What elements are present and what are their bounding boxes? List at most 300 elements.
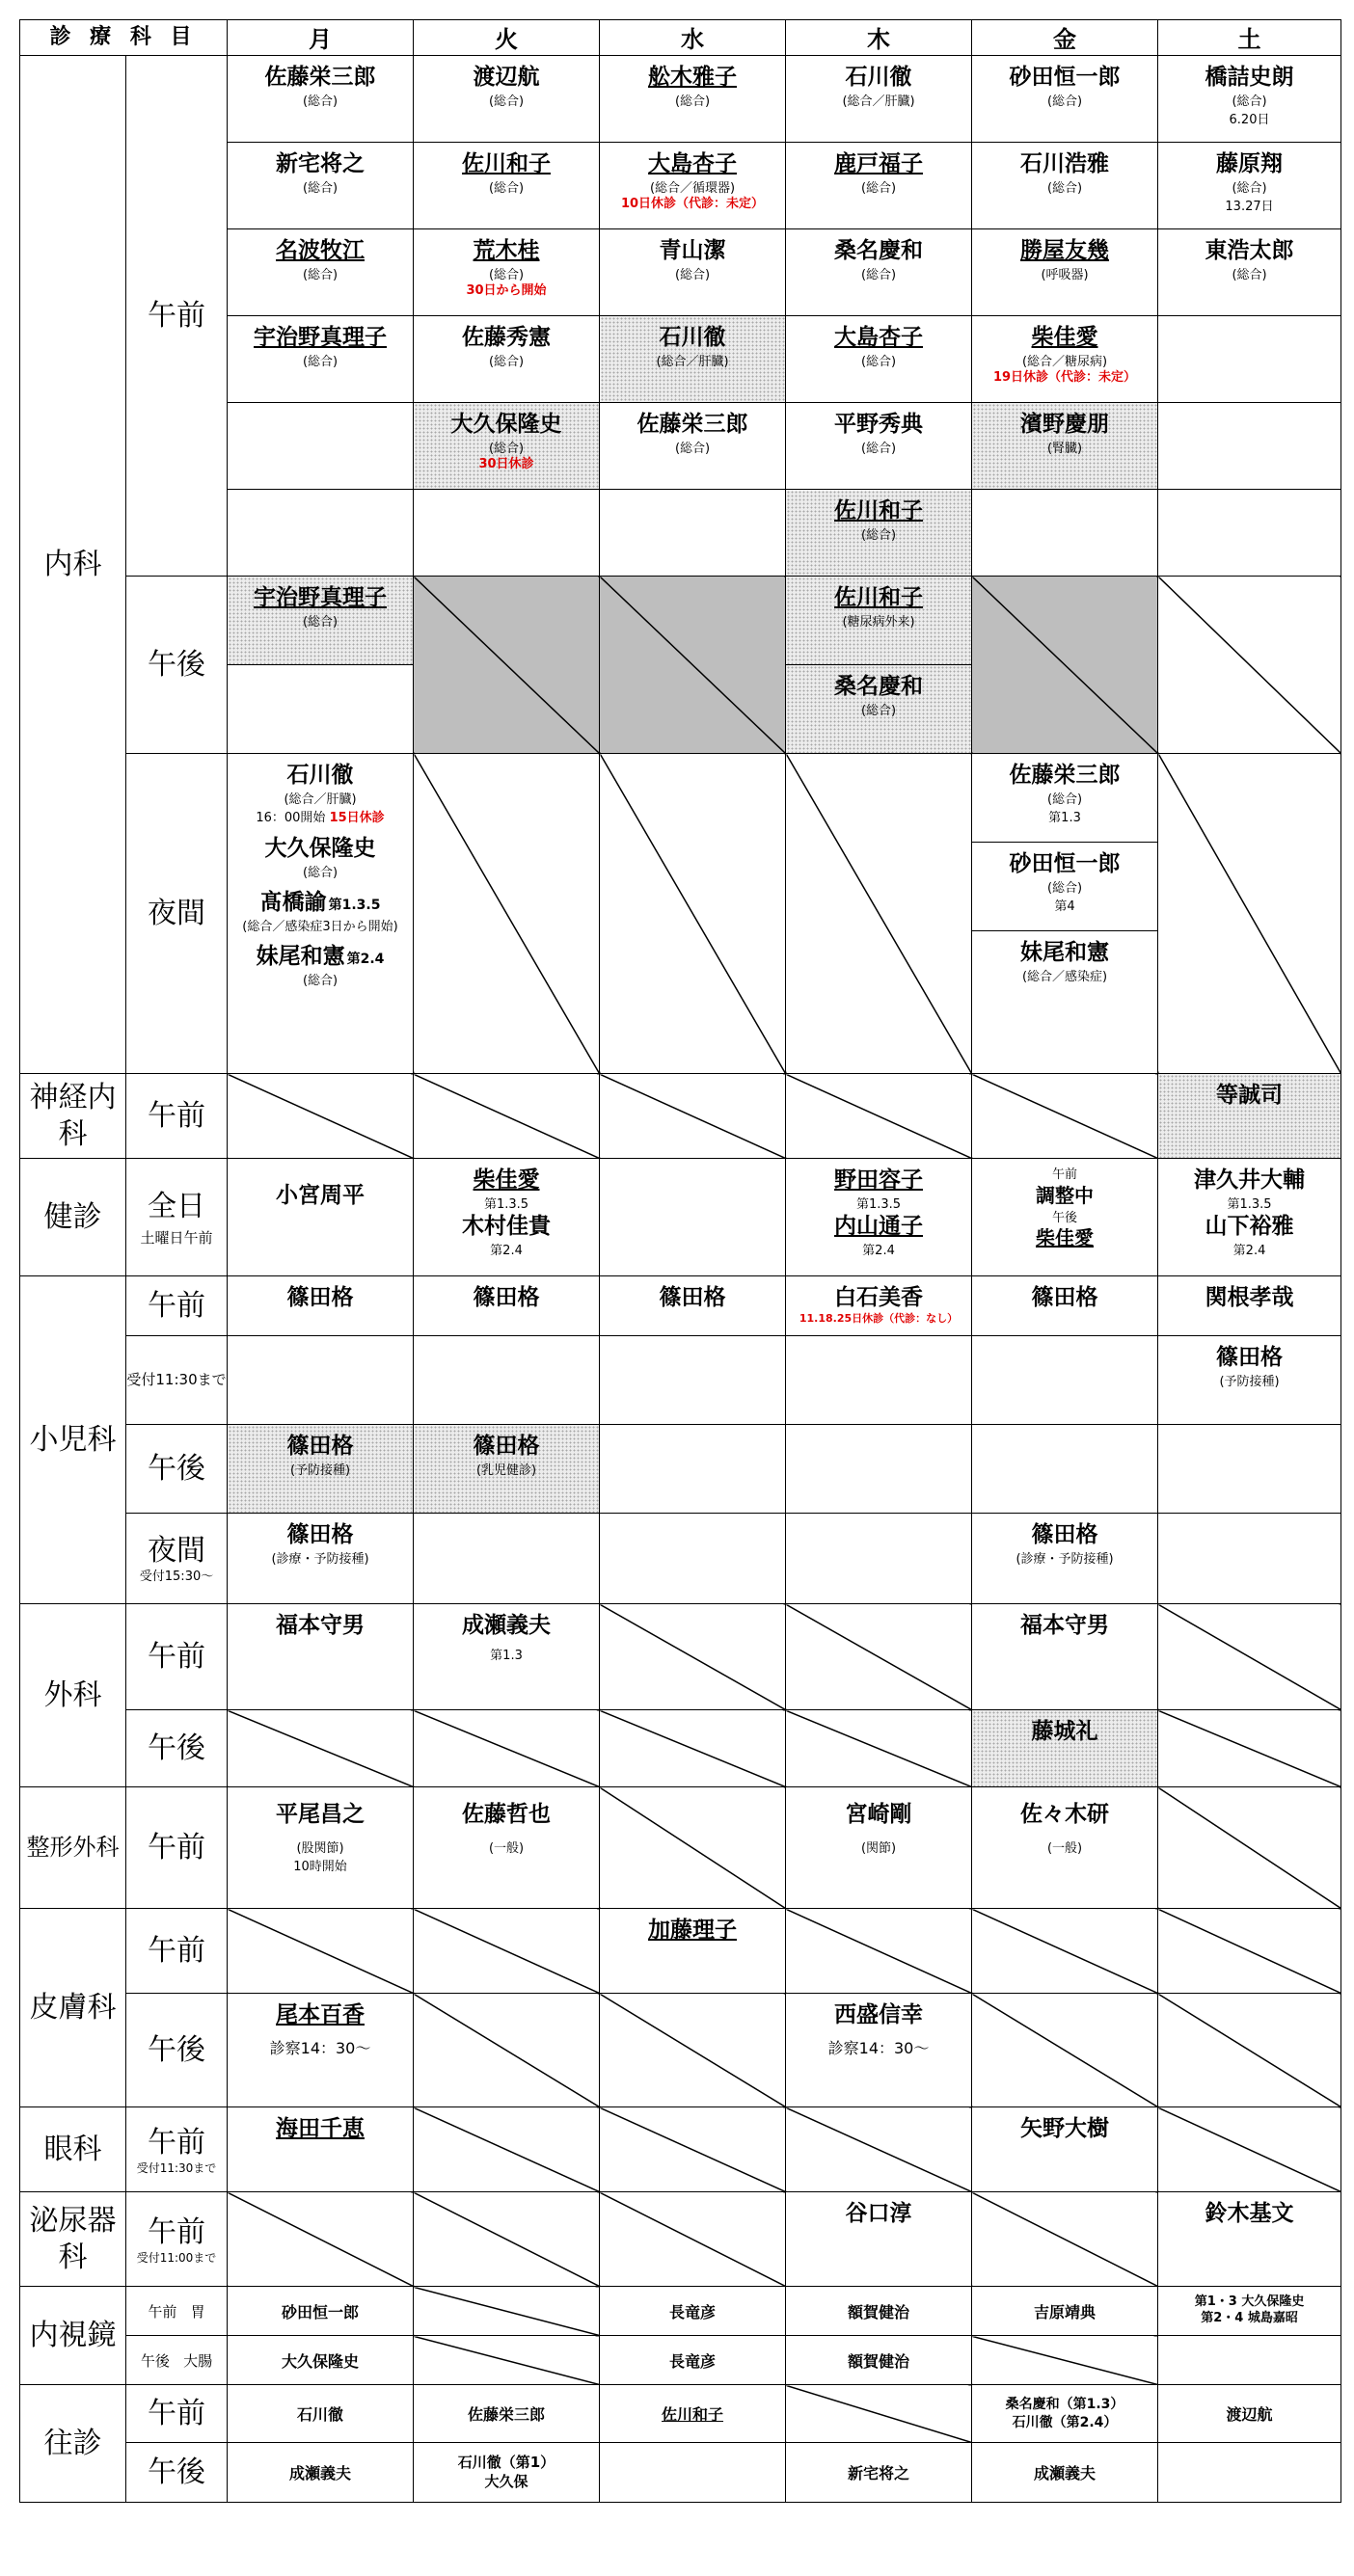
doctor-name: 山下裕雅	[1205, 1214, 1294, 1240]
empty-cell	[1158, 2336, 1341, 2385]
hifu-am-row	[20, 1909, 1341, 1994]
slot-neuro-am: 午前	[126, 1074, 228, 1159]
no-service-cell	[414, 2287, 600, 2336]
naika-cell	[414, 316, 600, 403]
week-tag: 第2.4	[346, 952, 385, 968]
naika-cell	[786, 143, 972, 229]
specialty: (総合)	[1046, 792, 1083, 807]
doctor-name: 妹尾和憲	[256, 944, 345, 970]
naika-cell	[786, 577, 972, 665]
naika-cell	[600, 403, 786, 490]
doctor-name: 加藤理子	[648, 1918, 738, 1943]
specialty: (総合／循環器)	[649, 180, 736, 196]
slot-geka-pm: 午後	[126, 1710, 228, 1787]
day-header-mon: 月	[228, 20, 414, 56]
slot-label: 午後	[140, 2351, 170, 2370]
slot-naika-pm: 午後	[126, 577, 228, 754]
day-header-tue: 火	[414, 20, 600, 56]
kenshin-cell	[1158, 1159, 1341, 1276]
geka-cell	[972, 1710, 1158, 1787]
dept-hifu: 皮膚科	[20, 1909, 126, 2107]
empty-cell	[786, 1425, 972, 1514]
doctor-name: 桑名慶和（第1.3）	[1005, 2397, 1124, 2413]
naishikyo-cell	[228, 2287, 414, 2336]
no-service-cell	[786, 1604, 972, 1710]
doctor-name: 宇治野真理子	[254, 585, 388, 610]
ganka-row	[20, 2107, 1341, 2192]
naishikyo-cell	[600, 2287, 786, 2336]
no-service-cell	[972, 1074, 1158, 1159]
slot-shoni-am: 午前	[126, 1276, 228, 1336]
specialty: (総合)	[860, 441, 897, 456]
dept-naishikyo: 内視鏡	[20, 2287, 126, 2385]
doctor-name: 渡辺航	[473, 65, 540, 90]
naika-cell	[786, 316, 972, 403]
oushin-cell	[414, 2385, 600, 2443]
day-header-fri: 金	[972, 20, 1158, 56]
doctor-name: 石川徹	[297, 2405, 344, 2424]
specialty: (診療・予防接種)	[1016, 1551, 1114, 1567]
naishikyo-pm-row	[20, 2336, 1341, 2385]
slot-sublabel: 大腸	[183, 2351, 213, 2370]
doctor-name: 柴佳愛	[1036, 1226, 1095, 1250]
doctor-name: 海田千恵	[276, 2116, 366, 2141]
dept-naika: 内科	[20, 56, 126, 1074]
no-service-cell	[786, 1074, 972, 1159]
specialty: (股関節)	[296, 1840, 344, 1856]
doctor-name: 柴佳愛	[473, 1167, 540, 1193]
kenshin-cell	[414, 1159, 600, 1276]
naika-cell	[786, 490, 972, 577]
specialty: (総合)	[488, 267, 525, 282]
naika-cell	[414, 229, 600, 316]
closure-note: 11.18.25日休診（代診：なし）	[799, 1311, 959, 1325]
empty-cell	[972, 490, 1158, 577]
no-service-cell	[600, 2107, 786, 2192]
week-note: 第1.3	[490, 1648, 523, 1663]
shoni-cell	[972, 1514, 1158, 1604]
naishikyo-cell	[1158, 2287, 1341, 2336]
empty-cell	[228, 1336, 414, 1425]
shoni-pm-row	[20, 1425, 1341, 1514]
naika-cell	[600, 143, 786, 229]
no-service-cell	[414, 2336, 600, 2385]
doctor-name: 舩木雅子	[648, 65, 738, 90]
doctor-name: 砂田恒一郎	[1009, 65, 1121, 90]
oushin-am-row	[20, 2385, 1341, 2443]
kenshin-cell	[786, 1159, 972, 1276]
doctor-name: 濱野慶朋	[1020, 412, 1110, 437]
doctor-name: 石川徹	[845, 65, 912, 90]
doctor-name: 矢野大樹	[1020, 2116, 1110, 2141]
dept-shoni: 小児科	[20, 1276, 126, 1604]
doctor-name: 調整中	[1036, 1183, 1095, 1207]
doctor-name: 額賀健治	[848, 2302, 910, 2321]
doctor-name: 佐藤栄三郎	[468, 2405, 546, 2424]
time-label: 午前	[1052, 1167, 1078, 1182]
doctor-name: 新宅将之	[276, 151, 366, 176]
doctor-row	[228, 943, 413, 971]
doctor-name: 関根孝哉	[1205, 1285, 1294, 1310]
empty-cell	[600, 1514, 786, 1604]
doctor-name: 福本守男	[276, 1613, 366, 1638]
closure-note: 10日休診（代診：未定）	[620, 197, 765, 212]
specialty: (総合／肝臓)	[284, 792, 357, 807]
doctor-name: 石川徹（第1）	[457, 2454, 555, 2471]
specialty: (総合／糖尿病)	[1021, 354, 1108, 369]
header-row	[20, 20, 1341, 56]
week-note: 第2.4	[862, 1244, 895, 1259]
doctor-name: 砂田恒一郎	[1009, 851, 1121, 876]
slot-hifu-pm: 午後	[126, 1994, 228, 2107]
doctor-name: 篠田格	[473, 1434, 540, 1459]
shoni-am-row-2	[20, 1336, 1341, 1425]
oushin-cell	[228, 2385, 414, 2443]
week-note: 第1.3.5	[855, 1196, 902, 1212]
oushin-cell	[414, 2443, 600, 2503]
naika-cell	[228, 229, 414, 316]
doctor-name: 鈴木基文	[1205, 2201, 1294, 2226]
specialty: (総合)	[860, 703, 897, 718]
doctor-name: 額賀健治	[848, 2351, 910, 2371]
doctor-name: 西盛信幸	[834, 2002, 924, 2027]
naika-cell	[972, 229, 1158, 316]
slot-naika-am: 午前	[126, 56, 228, 577]
specialty: (総合)	[302, 180, 338, 196]
doctor-name: 篠田格	[286, 1285, 354, 1310]
doctor-name: 宇治野真理子	[254, 325, 388, 350]
slot-oushin-pm: 午後	[126, 2443, 228, 2503]
dept-neuro: 神経内科	[20, 1074, 126, 1159]
no-service-cell	[1158, 577, 1341, 754]
slot-sublabel: 受付11:00まで	[136, 2250, 217, 2265]
geka-cell	[414, 1604, 600, 1710]
doctor-name: 篠田格	[1216, 1345, 1284, 1370]
dept-kenshin: 健診	[20, 1159, 126, 1276]
no-service-cell	[600, 1604, 786, 1710]
specialty: (一般)	[488, 1840, 525, 1856]
naika-cell	[600, 56, 786, 143]
no-service-cell	[600, 1994, 786, 2107]
oushin-cell	[786, 2443, 972, 2503]
slot-shoni-note: 受付11:30まで	[126, 1336, 228, 1425]
doctor-name: 佐川和子	[834, 498, 924, 523]
doctor-name: 佐川和子	[662, 2405, 724, 2424]
specialty: (診療・予防接種)	[271, 1551, 369, 1567]
naishikyo-cell	[600, 2336, 786, 2385]
neuro-row	[20, 1074, 1341, 1159]
specialty: (総合／感染症)	[1021, 969, 1108, 984]
doctor-name: 石川徹	[286, 763, 354, 788]
slot-hinyo-am	[126, 2192, 228, 2287]
empty-cell	[972, 1336, 1158, 1425]
geka-am-row	[20, 1604, 1341, 1710]
doctor-name: 東浩太郎	[1205, 238, 1294, 263]
naishikyo-cell	[786, 2287, 972, 2336]
naika-cell	[600, 229, 786, 316]
naika-cell	[972, 56, 1158, 143]
specialty: (乳児健診)	[475, 1462, 537, 1478]
no-service-cell	[786, 1909, 972, 1994]
no-service-cell	[972, 1994, 1158, 2107]
doctor-name: 柴佳愛	[1031, 325, 1098, 350]
day-header-wed: 水	[600, 20, 786, 56]
shoni-cell	[972, 1276, 1158, 1336]
dept-hinyo: 泌尿器科	[20, 2192, 126, 2287]
no-service-cell	[786, 1710, 972, 1787]
specialty: (総合)	[1232, 94, 1267, 109]
hifu-cell	[228, 1994, 414, 2107]
empty-cell	[414, 490, 600, 577]
doctor-name: 大久保隆史	[264, 835, 376, 861]
empty-cell	[228, 490, 414, 577]
slot-ganka-am	[126, 2107, 228, 2192]
no-service-cell	[414, 577, 600, 754]
doctor-name: 名波牧江	[276, 238, 366, 263]
oushin-cell	[600, 2385, 786, 2443]
naika-cell	[228, 143, 414, 229]
slot-seikei-am: 午前	[126, 1787, 228, 1909]
hifu-cell	[786, 1994, 972, 2107]
doctor-name: 桑名慶和	[834, 238, 924, 263]
doctor-name: 大久保隆史	[282, 2351, 360, 2371]
doctor-name: 平野秀典	[834, 412, 924, 437]
no-service-cell	[786, 754, 972, 1074]
doctor-name: 藤城礼	[1031, 1719, 1098, 1744]
doctor-name: 第2・4 城島嘉昭	[1201, 2311, 1298, 2325]
slot-label: 午前	[148, 2302, 177, 2321]
empty-cell	[600, 490, 786, 577]
schedule-table	[19, 19, 1341, 2503]
specialty: (総合)	[860, 180, 897, 196]
dept-seikei: 整形外科	[20, 1787, 126, 1909]
dept-header: 診 療 科 目	[20, 20, 228, 56]
hinyo-row	[20, 2192, 1341, 2287]
naika-night-row-1	[20, 754, 1341, 843]
no-service-cell	[1158, 1994, 1341, 2107]
specialty: (糖尿病外来)	[842, 614, 915, 630]
no-service-cell	[972, 1909, 1158, 1994]
shoni-cell	[228, 1514, 414, 1604]
seikei-cell	[972, 1787, 1158, 1909]
empty-cell	[600, 1159, 786, 1276]
no-service-cell	[972, 577, 1158, 754]
doctor-name: 平尾昌之	[276, 1802, 366, 1827]
no-service-cell	[1158, 1604, 1341, 1710]
doctor-name: 妹尾和憲	[1020, 940, 1110, 965]
shoni-cell	[414, 1276, 600, 1336]
naika-cell	[228, 56, 414, 143]
no-service-cell	[600, 577, 786, 754]
specialty: (総合)	[488, 94, 525, 109]
naika-am-row-1	[20, 56, 1341, 143]
doctor-name: 佐藤哲也	[462, 1802, 552, 1827]
doctor-name: 佐藤栄三郎	[636, 412, 748, 437]
no-service-cell	[786, 2385, 972, 2443]
empty-cell	[414, 1514, 600, 1604]
doctor-name: 新宅将之	[848, 2464, 910, 2482]
specialty: (総合)	[302, 974, 338, 989]
doctor-name: 尾本百香	[276, 2002, 366, 2027]
week-note: 第2.4	[1232, 1244, 1266, 1259]
slot-sublabel: 受付15:30～	[139, 1570, 214, 1585]
slot-naishikyo-am	[126, 2287, 228, 2336]
no-service-cell	[414, 1909, 600, 1994]
no-service-cell	[414, 2192, 600, 2287]
empty-cell	[228, 665, 414, 754]
seikei-row	[20, 1787, 1341, 1909]
kenshin-cell	[972, 1159, 1158, 1276]
no-service-cell	[600, 1787, 786, 1909]
slot-sublabel: 土曜日午前	[140, 1229, 213, 1247]
dept-geka: 外科	[20, 1604, 126, 1787]
naika-cell	[786, 56, 972, 143]
shoni-cell	[1158, 1336, 1341, 1425]
closure-note: 30日から開始	[466, 283, 547, 299]
doctor-name: 鹿戸福子	[834, 151, 924, 176]
doctor-name: 野田容子	[834, 1167, 924, 1193]
naika-pm-row-1	[20, 577, 1341, 665]
specialty: (総合)	[488, 441, 525, 456]
slot-label: 夜間	[148, 1534, 205, 1569]
empty-cell	[1158, 490, 1341, 577]
no-service-cell	[972, 2336, 1158, 2385]
empty-cell	[786, 1514, 972, 1604]
no-service-cell	[600, 754, 786, 1074]
doctor-name: 佐藤秀憲	[462, 325, 552, 350]
no-service-cell	[414, 1994, 600, 2107]
specialty: (総合)	[860, 354, 897, 369]
doctor-name: 篠田格	[286, 1434, 354, 1459]
naishikyo-cell	[228, 2336, 414, 2385]
doctor-name: 内山通子	[834, 1214, 924, 1240]
naishikyo-am-row	[20, 2287, 1341, 2336]
specialty: (予防接種)	[289, 1462, 351, 1478]
day-header-sat: 土	[1158, 20, 1341, 56]
slot-sublabel: 胃	[190, 2302, 205, 2321]
doctor-name: 大久保隆史	[450, 412, 562, 437]
doctor-name: 長竜彦	[669, 2351, 717, 2371]
empty-cell	[414, 1336, 600, 1425]
specialty: (一般)	[1046, 1840, 1083, 1856]
naika-night-mon	[228, 754, 414, 1074]
specialty: (総合)	[1046, 880, 1083, 896]
closure-note: 30日休診	[478, 457, 534, 472]
schedule	[19, 19, 1341, 2503]
slot-naika-night: 夜間	[126, 754, 228, 1074]
doctor-name: 篠田格	[473, 1285, 540, 1310]
no-service-cell	[972, 2192, 1158, 2287]
naika-cell	[600, 316, 786, 403]
seikei-cell	[414, 1787, 600, 1909]
ganka-cell	[228, 2107, 414, 2192]
ganka-cell	[972, 2107, 1158, 2192]
empty-cell	[1158, 1514, 1341, 1604]
seikei-cell	[228, 1787, 414, 1909]
time-label: 午後	[1052, 1210, 1078, 1225]
time-note: 診察14：30～	[827, 2038, 930, 2057]
doctor-name: 成瀬義夫	[462, 1613, 552, 1638]
slot-sublabel: 受付11:30まで	[136, 2160, 217, 2175]
week-note: 第1.3.5	[483, 1196, 529, 1212]
no-service-cell	[1158, 754, 1341, 1074]
dept-ganka: 眼科	[20, 2107, 126, 2192]
hinyo-cell	[786, 2192, 972, 2287]
empty-cell	[600, 1425, 786, 1514]
empty-cell	[228, 403, 414, 490]
closure-note: 15日休診	[329, 811, 385, 826]
specialty: (総合)	[1046, 180, 1083, 196]
kenshin-cell	[228, 1159, 414, 1276]
shoni-cell	[600, 1276, 786, 1336]
doctor-name: 藤原翔	[1216, 151, 1284, 176]
naika-cell	[414, 143, 600, 229]
no-service-cell	[414, 1074, 600, 1159]
doctor-name: 青山潔	[659, 238, 726, 263]
doctor-name: 砂田恒一郎	[282, 2302, 360, 2321]
hinyo-cell	[1158, 2192, 1341, 2287]
doctor-name: 大久保	[484, 2472, 528, 2490]
slot-shoni-pm: 午後	[126, 1425, 228, 1514]
slot-label: 午前	[148, 2214, 205, 2249]
day-header-thu: 木	[786, 20, 972, 56]
naishikyo-cell	[786, 2336, 972, 2385]
naika-cell	[228, 577, 414, 665]
empty-cell	[1158, 2443, 1341, 2503]
doctor-name: 等誠司	[1216, 1083, 1284, 1108]
specialty: (総合)	[860, 267, 897, 282]
specialty: (総合)	[674, 94, 711, 109]
naika-cell	[972, 403, 1158, 490]
no-service-cell	[414, 754, 600, 1074]
doctor-name: 石川浩雅	[1020, 151, 1110, 176]
doctor-row	[228, 889, 413, 917]
no-service-cell	[1158, 2107, 1341, 2192]
geka-cell	[228, 1604, 414, 1710]
naika-cell	[228, 316, 414, 403]
specialty: (総合)	[302, 94, 338, 109]
specialty: (総合)	[1232, 267, 1267, 282]
week-note: 第4	[1054, 899, 1075, 915]
no-service-cell	[1158, 1909, 1341, 1994]
slot-shoni-night	[126, 1514, 228, 1604]
time-note: 診察14：30～	[269, 2038, 371, 2057]
doctor-name: 篠田格	[1031, 1285, 1098, 1310]
doctor-name: 大島杏子	[648, 151, 738, 176]
specialty: (呼吸器)	[1041, 267, 1089, 282]
naika-cell	[414, 56, 600, 143]
week-tag: 第1.3.5	[328, 898, 381, 914]
doctor-name: 谷口淳	[845, 2201, 912, 2226]
doctor-name: 荒木桂	[473, 238, 540, 263]
doctor-name: 佐藤栄三郎	[264, 65, 376, 90]
doctor-name: 吉原靖典	[1034, 2302, 1097, 2321]
specialty: (総合)	[1232, 180, 1267, 196]
naika-cell	[1158, 229, 1341, 316]
empty-cell	[972, 1425, 1158, 1514]
closure-note: 19日休診（代診：未定）	[992, 370, 1137, 386]
doctor-name: 佐藤栄三郎	[1009, 763, 1121, 788]
specialty: (関節)	[860, 1840, 897, 1856]
geka-pm-row	[20, 1710, 1341, 1787]
doctor-name: 桑名慶和	[834, 674, 924, 699]
doctor-name: 宮崎剛	[845, 1802, 912, 1827]
naika-cell	[786, 229, 972, 316]
shoni-cell	[786, 1276, 972, 1336]
hifu-cell	[600, 1909, 786, 1994]
doctor-name: 長竜彦	[669, 2302, 717, 2321]
doctor-name: 白石美香	[834, 1285, 924, 1310]
